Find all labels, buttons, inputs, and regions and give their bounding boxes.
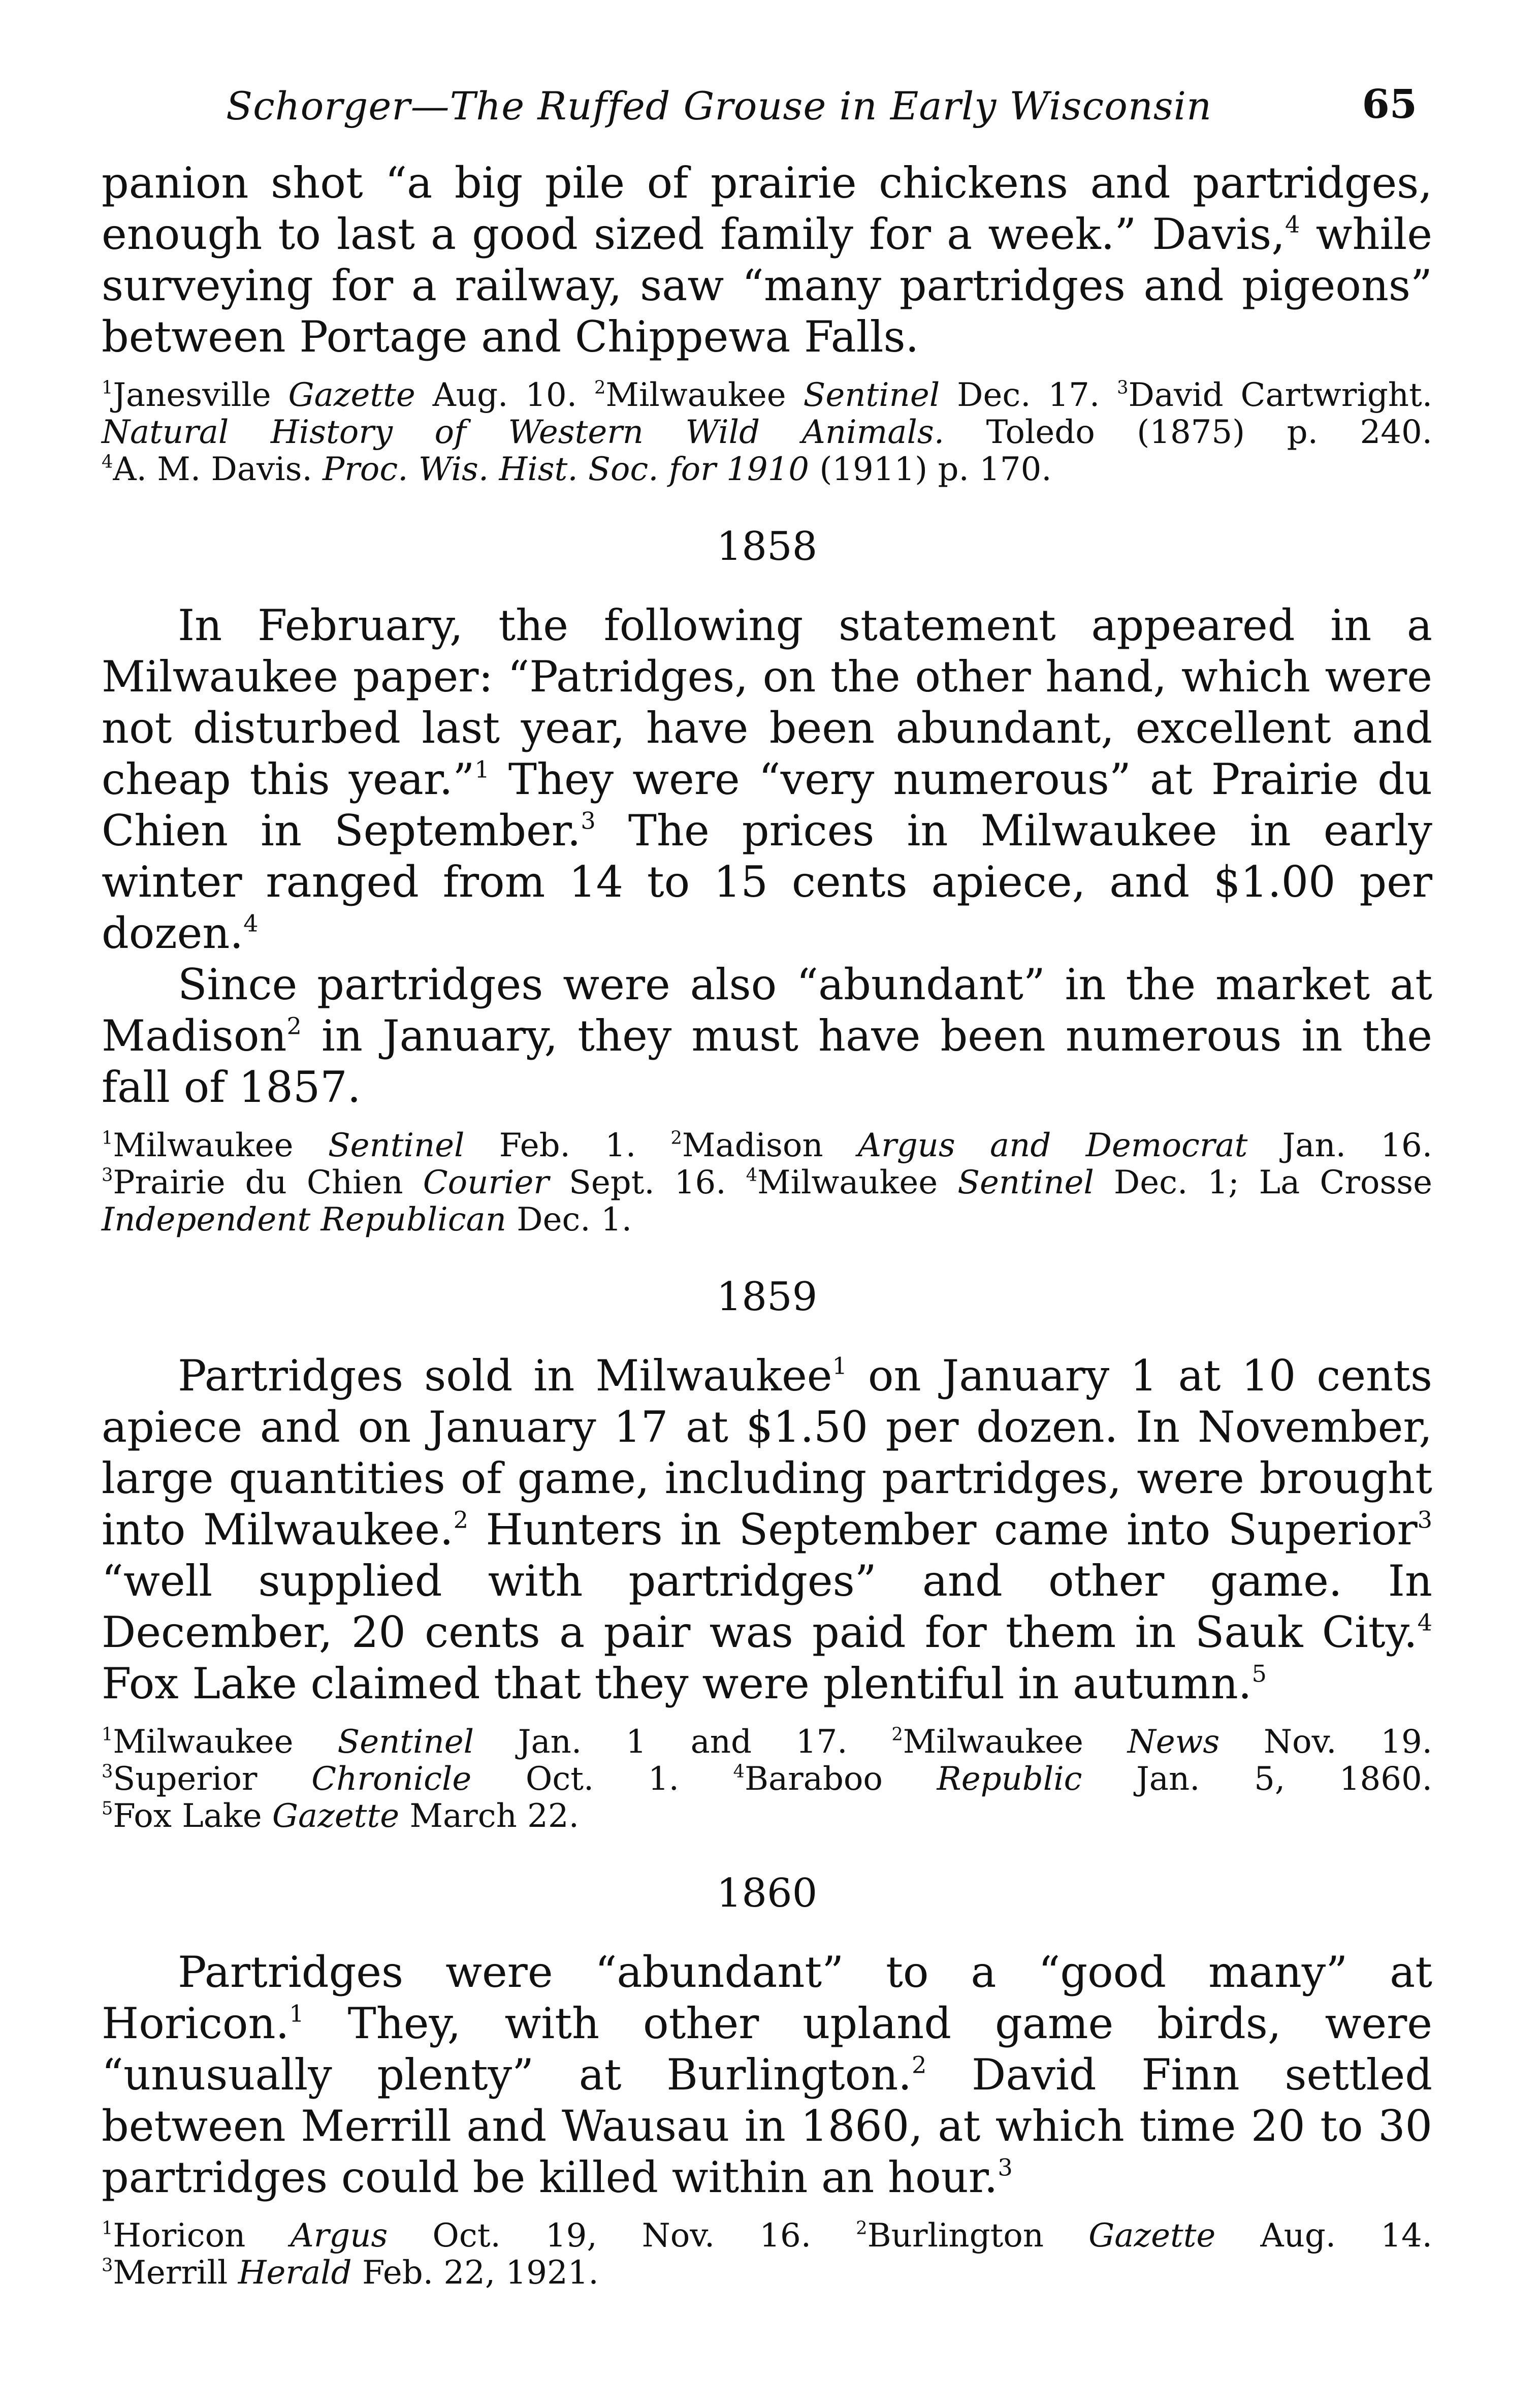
paragraph — [102, 600, 1432, 959]
footnote-text: Milwaukee — [605, 376, 804, 414]
footnote-ref: 2 — [911, 2051, 927, 2079]
year-heading: 1859 — [716, 1274, 818, 1320]
footnote-title: Sentinel — [957, 1164, 1094, 1201]
footnote-text: Baraboo — [744, 1760, 937, 1798]
text-run: panion shot “a big pile of prairie chickens and partridges, enough to last a good sized family for a week.” Davis, — [102, 158, 1432, 259]
footnote-text: March 22. — [399, 1797, 579, 1835]
page-header — [102, 71, 1432, 157]
footnote-number: 1 — [102, 1127, 113, 1149]
year-heading: 1858 — [716, 524, 818, 569]
footnote-title: Gazette — [272, 1797, 400, 1835]
footnotes-1859 — [102, 1724, 1432, 1835]
text-run: They were “very numerous” at Prairie du Chien in September. — [102, 754, 1432, 856]
footnote-ref: 1 — [289, 2000, 304, 2027]
footnotes-1860 — [102, 2217, 1432, 2292]
footnote-text: Nov. 19. — [1220, 1723, 1433, 1761]
footnote-text: Burlington — [867, 2217, 1089, 2255]
footnote-number: 2 — [670, 1127, 682, 1149]
footnote-title: Natural History of Western Wild Animals. — [102, 414, 945, 451]
footnote-text: Sept. 16. — [549, 1164, 726, 1201]
footnote-title: Argus and Democrat — [857, 1127, 1248, 1164]
footnote-ref: 3 — [1417, 1506, 1432, 1534]
footnotes-intro — [102, 377, 1432, 488]
footnote — [102, 1723, 848, 1761]
text-run: In February, the following statement appeared in a Milwaukee paper: “Patridges, on the other hand, which were not disturbed last year, have been abundant, excellent and cheap this year.” — [102, 600, 1432, 804]
footnote-number: 1 — [102, 377, 113, 398]
footnote-text: Prairie du Chien — [113, 1164, 423, 1201]
footnote-text: (1911) p. 170. — [809, 451, 1052, 488]
footnote-text: Toledo (1875) p. 240. — [944, 414, 1433, 451]
footnote-text: Fox Lake — [113, 1797, 272, 1835]
footnote-title: Sentinel — [337, 1723, 474, 1761]
footnote-number: 1 — [102, 1724, 113, 1745]
footnote-number: 4 — [746, 1164, 757, 1186]
footnote-text: Dec. 17. — [940, 376, 1100, 414]
text-run: Hunters in September came into Superior — [468, 1505, 1418, 1555]
footnote-text: Aug. 10. — [415, 376, 578, 414]
footnote-text: Oct. 1. — [471, 1760, 679, 1798]
footnote — [102, 1127, 636, 1164]
footnote — [102, 2254, 599, 2292]
footnote-title: Sentinel — [328, 1127, 465, 1164]
footnote-number: 2 — [891, 1724, 903, 1745]
footnote-ref: 2 — [453, 1506, 469, 1534]
footnote-number: 1 — [102, 2217, 113, 2239]
footnote-number: 3 — [102, 1761, 113, 1782]
footnote — [102, 451, 1052, 488]
footnote-ref: 2 — [286, 1012, 302, 1040]
footnote-text: Milwaukee — [113, 1127, 328, 1164]
footnote-ref: 1 — [474, 755, 490, 783]
footnote-title: Gazette — [288, 376, 415, 414]
footnote-number: 3 — [1117, 377, 1129, 398]
footnote — [891, 1723, 1432, 1761]
book-page — [102, 71, 1432, 2357]
text-run: Since partridges were also “abundant” in the market at Madison — [102, 960, 1432, 1061]
footnote-text: Milwaukee — [903, 1723, 1128, 1761]
footnote-text: Horicon — [113, 2217, 291, 2255]
text-run: The prices in Milwaukee in early winter ranged from 14 to 15 cents apiece, and $1.00 per dozen. — [102, 806, 1433, 958]
text-run: “well supplied with partridges” and other game. In December, 20 cents a pair was paid for them in Sauk City. — [102, 1556, 1432, 1657]
footnote-title: Gazette — [1088, 2217, 1216, 2255]
footnote-number: 2 — [594, 377, 606, 398]
footnote — [594, 376, 1100, 414]
footnote-text: Feb. 22, 1921. — [351, 2254, 599, 2292]
footnote — [102, 1760, 679, 1798]
footnote-text: Superior — [113, 1760, 312, 1798]
footnote-text: Jan. 16. — [1247, 1127, 1433, 1164]
footnote-title: Sentinel — [803, 376, 940, 414]
footnote-title: Herald — [238, 2254, 352, 2292]
paragraph — [102, 959, 1432, 1113]
text-run: Partridges sold in Milwaukee — [178, 1351, 832, 1401]
footnote — [102, 1164, 726, 1201]
footnote-title: Courier — [423, 1164, 549, 1201]
text-run: David Finn settled between Merrill and Wausau in 1860, at which time 20 to 30 partridges could be killed within an hour. — [102, 2050, 1432, 2202]
footnote-ref: 4 — [243, 909, 259, 937]
footnote-title: Argus — [290, 2217, 388, 2255]
text-run: Partridges were “abundant” to a “good many” at Horicon. — [102, 1947, 1432, 2048]
footnote-title: Chronicle — [311, 1760, 472, 1798]
footnote-text: David Cartwright. — [1128, 376, 1433, 414]
paragraph-intro — [102, 157, 1432, 363]
paragraph — [102, 1947, 1432, 2203]
footnote-ref: 5 — [1252, 1660, 1267, 1688]
footnote — [856, 2217, 1432, 2255]
text-run: They, with other upland game birds, were “unusually plenty” at Burlington. — [102, 1999, 1432, 2100]
footnote-title: Proc. Wis. Hist. Soc. for 1910 — [323, 451, 809, 488]
footnote — [102, 2217, 811, 2255]
footnote-text: Aug. 14. — [1215, 2217, 1432, 2255]
footnote-title: Independent Republican — [102, 1201, 506, 1239]
footnote — [671, 1127, 1433, 1164]
footnote-text: Jan. 5, 1860. — [1082, 1760, 1432, 1798]
footnote-title: Republic — [937, 1760, 1082, 1798]
footnote-text: Dec. 1. — [506, 1201, 632, 1239]
footnote-ref: 3 — [581, 807, 596, 835]
footnote-number: 4 — [102, 451, 113, 472]
footnote-text: Oct. 19, Nov. 16. — [388, 2217, 812, 2255]
footnote-number: 5 — [102, 1798, 113, 1819]
footnote-text: Madison — [682, 1127, 858, 1164]
text-run: in January, they must have been numerous in the fall of 1857. — [102, 1011, 1432, 1112]
footnote-text: Dec. 1; La Crosse — [1094, 1164, 1433, 1201]
footnote-text: Feb. 1. — [464, 1127, 636, 1164]
footnote-ref: 1 — [832, 1352, 847, 1380]
footnote-number: 3 — [102, 1164, 113, 1186]
text-run: on January 1 at 10 cents apiece and on January 17 at $1.50 per dozen. In November, large quantities of game, including partridges, were brought into Milwaukee. — [102, 1351, 1432, 1555]
year-heading: 1860 — [716, 1871, 818, 1916]
footnote-text: Merrill — [113, 2254, 238, 2292]
page-number: 65 — [1362, 81, 1417, 128]
footnote-ref: 3 — [998, 2153, 1013, 2181]
footnote-title: News — [1127, 1723, 1220, 1761]
running-title: Schorger—The Ruffed Grouse in Early Wisconsin — [226, 83, 1212, 129]
text-run: Fox Lake claimed that they were plentiful in autumn. — [102, 1659, 1252, 1708]
footnote-text: A. M. Davis. — [113, 451, 323, 488]
footnote-text: Jan. 1 and 17. — [474, 1723, 848, 1761]
footnote-text: Janesville — [113, 376, 288, 414]
footnote — [102, 1797, 579, 1835]
footnote-text: Milwaukee — [757, 1164, 958, 1201]
footnotes-1858 — [102, 1127, 1432, 1239]
footnote-text: Milwaukee — [113, 1723, 338, 1761]
footnote-number: 3 — [102, 2255, 113, 2276]
text-run: while surveying for a railway, saw “many partridges and pigeons” between Portage and Chippewa Falls. — [102, 209, 1432, 362]
footnote-number: 4 — [733, 1761, 745, 1782]
footnote-ref: 4 — [1417, 1608, 1432, 1636]
footnote-ref: 4 — [1285, 210, 1300, 238]
footnote — [102, 376, 577, 414]
footnote — [733, 1760, 1432, 1798]
footnote-number: 2 — [856, 2217, 868, 2239]
paragraph — [102, 1350, 1432, 1709]
